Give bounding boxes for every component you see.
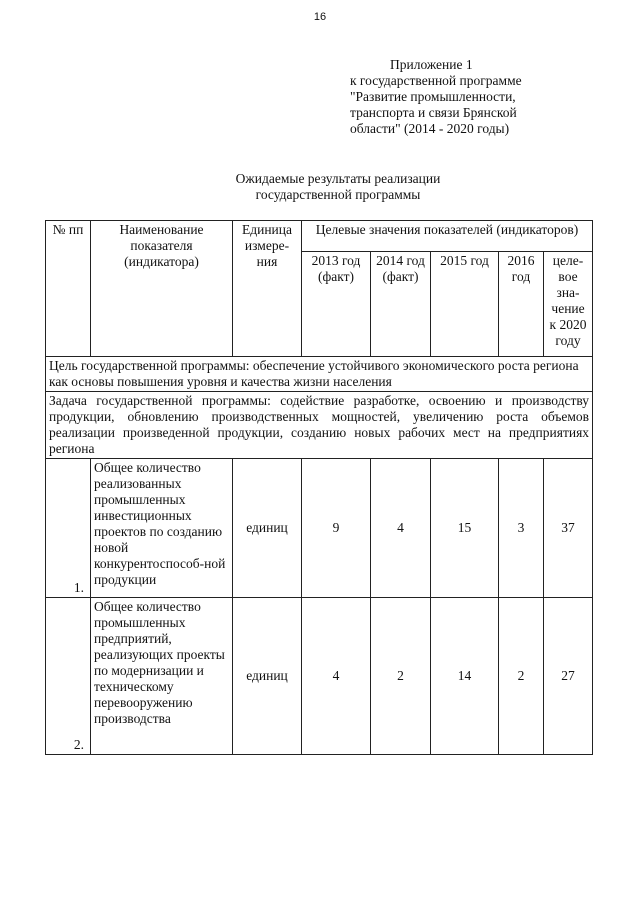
row-value-2013: 4 [302, 598, 371, 755]
appendix-line: "Развитие промышленности, [350, 89, 516, 104]
table-header-row [46, 221, 593, 252]
header-year-2016: 2016 год [499, 252, 544, 357]
row-unit: единиц [233, 598, 302, 755]
appendix-block [350, 57, 610, 137]
row-indicator-name: Общее количество реализованных промышленных инвестиционных проектов по созданию новой конкурентоспособ-ной продукции [91, 459, 233, 598]
appendix-line: транспорта и связи Брянской [350, 105, 517, 120]
header-target-2020: целе-вое зна-чение к 2020 году [544, 252, 593, 357]
header-unit: Единица измере-ния [233, 221, 302, 357]
header-num: № пп [46, 221, 91, 357]
appendix-line: Приложение 1 [390, 57, 473, 72]
row-value-2015: 15 [431, 459, 499, 598]
header-name: Наименование показателя (индикатора) [91, 221, 233, 357]
task-text: Задача государственной программы: содействие разработке, освоению и производству продукции, обновлению производственных мощностей, увеличению роста объемов реализации произведенной продукции, созданию новых рабочих мест на предприятиях региона [46, 392, 593, 459]
goal-row [46, 357, 593, 392]
row-value-2016: 3 [499, 459, 544, 598]
header-year-2015: 2015 год [431, 252, 499, 357]
row-indicator-name: Общее количество промышленных предприятий, реализующих проекты по модернизации и техническому перевооружению производства [91, 598, 233, 755]
title-line: государственной программы [255, 187, 421, 202]
table-row [46, 598, 593, 755]
table-row [46, 459, 593, 598]
row-unit: единиц [233, 459, 302, 598]
header-year-2013: 2013 год (факт) [302, 252, 371, 357]
results-table [45, 220, 593, 755]
row-value-2020: 27 [544, 598, 593, 755]
title-line: Ожидаемые результаты реализации [235, 171, 441, 186]
page-number: 16 [313, 11, 327, 23]
row-value-2015: 14 [431, 598, 499, 755]
row-number: 1. [46, 459, 91, 598]
document-title [0, 171, 640, 203]
row-value-2020: 37 [544, 459, 593, 598]
row-value-2013: 9 [302, 459, 371, 598]
header-targets: Целевые значения показателей (индикаторов) [302, 221, 593, 252]
row-value-2014: 2 [371, 598, 431, 755]
row-number: 2. [46, 598, 91, 755]
header-year-2014: 2014 год (факт) [371, 252, 431, 357]
appendix-line: к государственной программе [350, 73, 522, 88]
goal-text: Цель государственной программы: обеспечение устойчивого экономического роста региона как основы повышения уровня и качества жизни населения [46, 357, 593, 392]
row-value-2016: 2 [499, 598, 544, 755]
row-value-2014: 4 [371, 459, 431, 598]
task-row [46, 392, 593, 459]
appendix-line: области" (2014 - 2020 годы) [350, 121, 510, 136]
